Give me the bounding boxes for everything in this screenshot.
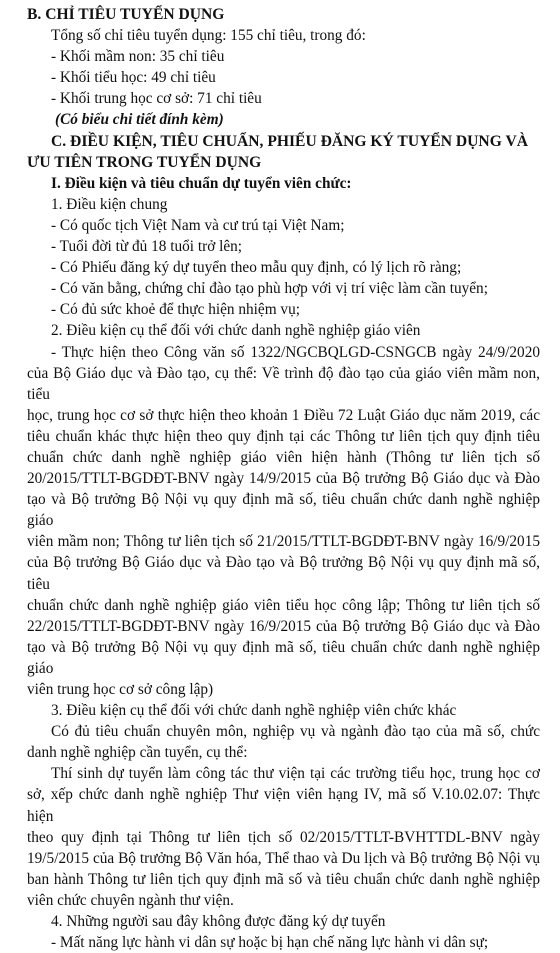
library-paragraph-line: sở, xếp chức danh nghề nghiệp Thư viện viên hạng IV, mã số V.10.02.07: Thực hiện xyxy=(27,786,540,825)
section-c-title-line2: ƯU TIÊN TRONG TUYỂN DỤNG xyxy=(27,153,262,171)
general-condition-item: - Có quốc tịch Việt Nam và cư trú tại Việt Nam; xyxy=(51,216,345,234)
other-staff-paragraph-line: Có đủ tiêu chuẩn chuyên môn, nghiệp vụ và ngành đào tạo của mã số, chức xyxy=(51,723,540,741)
other-staff-paragraph-line: danh nghề nghiệp cần tuyển, cụ thể: xyxy=(27,744,248,762)
other-staff-conditions-heading: 3. Điều kiện cụ thể đối với chức danh nghề nghiệp viên chức khác xyxy=(51,702,457,720)
library-paragraph-line: theo quy định tại Thông tư liên tịch số 02/2015/TTLT-BVHTTDL-BNV ngày xyxy=(27,828,540,846)
total-quota: Tổng số chỉ tiêu tuyển dụng: 155 chỉ tiêu, trong đó: xyxy=(51,27,366,45)
general-condition-item: - Có Phiếu đăng ký dự tuyển theo mẫu quy định, có lý lịch rõ ràng; xyxy=(51,259,462,277)
subsection-i-title: I. Điều kiện và tiêu chuẩn dự tuyển viên chức: xyxy=(51,174,352,192)
library-paragraph-line: ban hành Thông tư liên tịch quy định mã số và tiêu chuẩn chức danh nghề nghiệp xyxy=(27,870,540,888)
library-paragraph-line: Thí sinh dự tuyển làm công tác thư viện tại các trường tiểu học, trung học cơ xyxy=(51,765,540,783)
teacher-paragraph-line: của Bộ trưởng Bộ Giáo dục và Đào tạo và Bộ trưởng Bộ Nội vụ quy định mã số, tiêu xyxy=(27,554,540,593)
quota-primary: - Khối tiểu học: 49 chỉ tiêu xyxy=(51,69,216,87)
ineligible-item: - Mất năng lực hành vi dân sự hoặc bị hạn chế năng lực hành vi dân sự; xyxy=(51,934,489,952)
teacher-paragraph-line: học, trung học cơ sở thực hiện theo khoản 1 Điều 72 Luật Giáo dục năm 2019, các xyxy=(27,406,540,424)
library-paragraph-line: 19/5/2015 của Bộ trưởng Bộ Văn hóa, Thể thao và Du lịch và Bộ trưởng Bộ Nội vụ xyxy=(27,849,540,867)
teacher-paragraph-line: tạo và Bộ trưởng Bộ Nội vụ quy định mã số, tiêu chuẩn chức danh nghề nghiệp giáo xyxy=(27,491,540,530)
teacher-paragraph-line: - Thực hiện theo Công văn số 1322/NGCBQLGD-CSNGCB ngày 24/9/2020 xyxy=(51,343,540,361)
teacher-paragraph-line: viên trung học cơ sở công lập) xyxy=(27,681,214,698)
teacher-conditions-heading: 2. Điều kiện cụ thể đối với chức danh nghề nghiệp giáo viên xyxy=(51,322,421,340)
teacher-paragraph-line: chuẩn chức danh nghề nghiệp giáo viên hiện hành (Thông tư liên tịch số xyxy=(27,448,540,466)
teacher-paragraph-line: chuẩn chức danh nghề nghiệp giáo viên tiểu học công lập; Thông tư liên tịch số xyxy=(27,596,540,614)
library-paragraph-line: viên chức chuyên ngành thư viện. xyxy=(27,891,234,909)
section-c-title-line1: C. ĐIỀU KIỆN, TIÊU CHUẨN, PHIẾU ĐĂNG KÝ TUYỂN DỤNG VÀ xyxy=(51,132,528,150)
general-conditions-heading: 1. Điều kiện chung xyxy=(51,195,168,213)
section-b-title: B. CHỈ TIÊU TUYỂN DỤNG xyxy=(27,6,225,23)
ineligible-heading: 4. Những người sau đây không được đăng ký dự tuyển xyxy=(51,913,386,931)
teacher-paragraph-line: 20/2015/TTLT-BGDĐT-BNV ngày 14/9/2015 của Bộ trưởng Bộ Giáo dục và Đào xyxy=(27,470,540,488)
teacher-paragraph-line: tiêu chuẩn khác thực hiện theo quy định tại các Thông tư liên tịch quy định tiêu xyxy=(27,427,540,445)
quota-preschool: - Khối mầm non: 35 chỉ tiêu xyxy=(51,48,225,66)
general-condition-item: - Có đủ sức khoẻ để thực hiện nhiệm vụ; xyxy=(51,301,300,319)
general-condition-item: - Tuổi đời từ đủ 18 tuổi trở lên; xyxy=(51,238,243,256)
teacher-paragraph-line: của Bộ Giáo dục và Đào tạo, cụ thể: Về trình độ đào tạo của giáo viên mầm non, tiểu xyxy=(27,364,540,403)
general-condition-item: - Có văn bằng, chứng chỉ đào tạo phù hợp với vị trí việc làm cần tuyển; xyxy=(51,280,488,298)
teacher-paragraph-line: viên mầm non; Thông tư liên tịch số 21/2015/TTLT-BGDĐT-BNV ngày 16/9/2015 xyxy=(27,533,540,551)
teacher-paragraph-line: 22/2015/TTLT-BGDĐT-BNV ngày 16/9/2015 của Bộ trưởng Bộ Giáo dục và Đào xyxy=(27,617,540,635)
teacher-paragraph-line: tạo và Bộ trưởng Bộ Nội vụ quy định mã số, tiêu chuẩn chức danh nghề nghiệp giáo xyxy=(27,638,540,677)
quota-secondary: - Khối trung học cơ sở: 71 chỉ tiêu xyxy=(51,90,262,108)
attachment-note: (Có biểu chi tiết đính kèm) xyxy=(55,111,224,129)
